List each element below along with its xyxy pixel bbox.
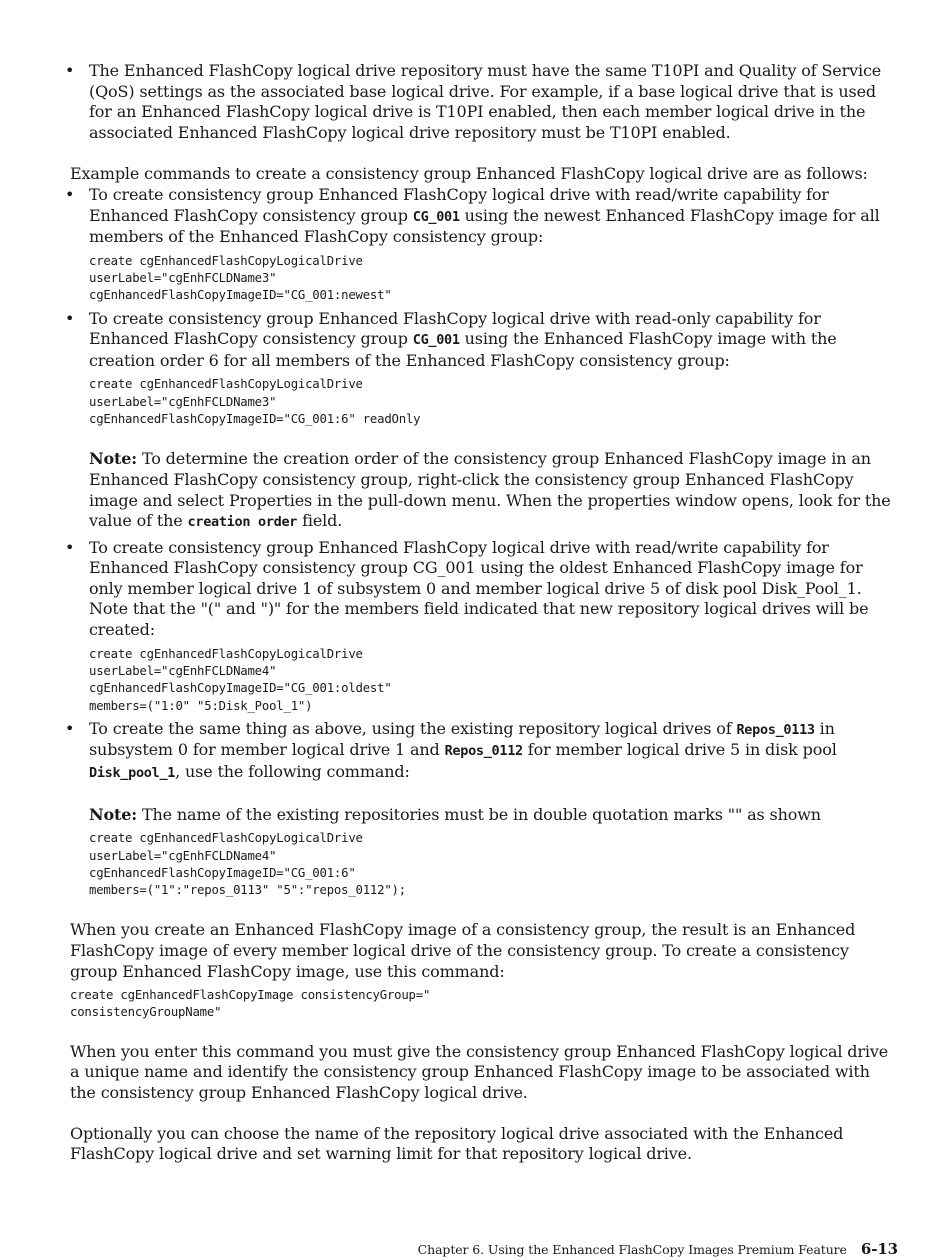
intro-bullet-text: The Enhanced FlashCopy logical drive repository must have the same T10PI and Quality of Service (QoS) settings as the associated base logical drive. For example, if a base logical drive that is used for an Enhanced FlashCopy logical drive is T10PI enabled, then each member logical drive in the associated Enhanced FlashCopy logical drive repository must be T10PI enabled. [89, 61, 882, 142]
consistency-group-name: CG_001 [412, 332, 460, 349]
example-4-text: To create the same thing as above, using the existing repository logical drives of Repos_0113 in subsystem 0 for member logical drive 1 and Repos_0112 for member logical drive 5 in disk pool Disk_pool_1, use the following command: [89, 718, 837, 782]
bullet-icon: • [65, 184, 75, 204]
consistency-group-name: CG_001 [412, 208, 460, 225]
example-3-text: To create consistency group Enhanced FlashCopy logical drive with read/write capability for Enhanced FlashCopy consistency group CG_001 using the oldest Enhanced FlashCopy image for only member logical drive 1 of subsystem 0 and member logical drive 5 of disk pool Disk_Pool_1. Note that the "(" and ")" for the members field indicated that new repository logical drives will be created: [89, 537, 869, 640]
paragraph-image: When you create an Enhanced FlashCopy image of a consistency group, the result is an Enhanced FlashCopy image of every member logical drive of the consistency group. To create a consistency group Enhanced FlashCopy image, use this command: [70, 920, 856, 981]
list-item [65, 537, 900, 715]
code-block: create cgEnhancedFlashCopyImage consistencyGroup=" consistencyGroupName" [70, 988, 431, 1020]
example-1-text: To create consistency group Enhanced FlashCopy logical drive with read/write capability for Enhanced FlashCopy consistency group CG_001 using the newest Enhanced FlashCopy image for all members of the Enhanced FlashCopy consistency group: [89, 184, 880, 247]
note-label: Note: [89, 804, 138, 824]
repository-name: Repos_0112 [444, 743, 523, 760]
code-block: create cgEnhancedFlashCopyLogicalDrive userLabel="cgEnhFCLDName3" cgEnhancedFlashCopyImageID="CG_001:6" readOnly [89, 377, 421, 427]
list-item [65, 718, 900, 900]
example-2-text: To create consistency group Enhanced FlashCopy logical drive with read-only capability for Enhanced FlashCopy consistency group CG_001 using the Enhanced FlashCopy image with the creation order 6 for all members of the Enhanced FlashCopy consistency group: [89, 308, 837, 370]
code-block: create cgEnhancedFlashCopyLogicalDrive userLabel="cgEnhFCLDName4" cgEnhancedFlashCopyImageID="CG_001:6" members=("1":"repos_0113" "5":"repos_0112"); [89, 831, 406, 898]
note-label: Note: [89, 449, 138, 469]
disk-pool-name: Disk_pool_1 [89, 765, 176, 782]
bullet-icon: • [65, 537, 75, 557]
example-intro: Example commands to create a consistency group Enhanced FlashCopy logical drive are as follows: [70, 164, 868, 184]
page-number: 6-13 [860, 1240, 898, 1258]
note: Note: The name of the existing repositories must be in double quotation marks "" as shown [89, 804, 821, 824]
field-name: creation order [187, 514, 298, 531]
bullet-icon: • [65, 61, 75, 80]
page-body [65, 61, 900, 1165]
list-item [65, 184, 900, 305]
note: Note: To determine the creation order of the consistency group Enhanced FlashCopy image in an Enhanced FlashCopy consistency group, right-click the consistency group Enhanced FlashCopy image and select Properties in the pull-down menu. When the properties window opens, look for the value of the creation order field. [89, 449, 891, 531]
chapter-title: Chapter 6. Using the Enhanced FlashCopy Images Premium Feature [417, 1242, 847, 1257]
repository-name: Repos_0113 [736, 721, 815, 738]
page-footer [418, 1240, 898, 1258]
code-block: create cgEnhancedFlashCopyLogicalDrive userLabel="cgEnhFCLDName3" cgEnhancedFlashCopyImageID="CG_001:newest" [89, 253, 392, 303]
bullet-icon: • [65, 308, 75, 328]
list-item [65, 308, 900, 533]
bullet-icon: • [65, 718, 75, 738]
list-item [65, 61, 900, 143]
paragraph-enter: When you enter this command you must give the consistency group Enhanced FlashCopy logical drive a unique name and identify the consistency group Enhanced FlashCopy image to be associated with the consistency group Enhanced FlashCopy logical drive. [70, 1041, 889, 1102]
paragraph-optional: Optionally you can choose the name of the repository logical drive associated with the Enhanced FlashCopy logical drive and set warning limit for that repository logical drive. [70, 1123, 844, 1164]
code-block: create cgEnhancedFlashCopyLogicalDrive userLabel="cgEnhFCLDName4" cgEnhancedFlashCopyImageID="CG_001:oldest" members=("1:0" "5:Disk_Pool_1") [89, 646, 392, 713]
